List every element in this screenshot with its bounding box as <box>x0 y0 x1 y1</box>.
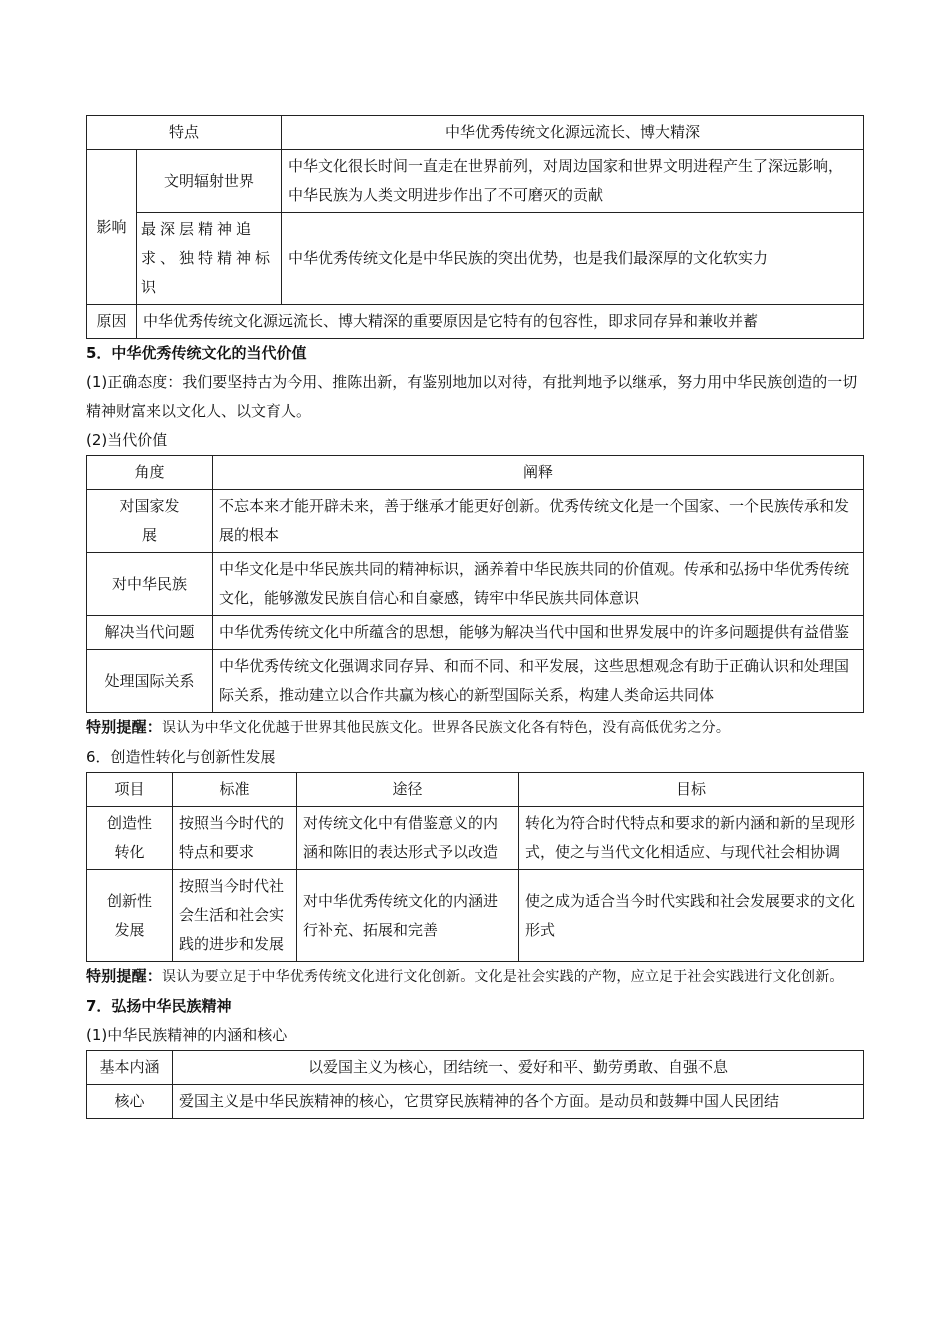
table-cell-goal: 转化为符合时代特点和要求的新内涵和新的呈现形式，使之与当代文化相适应、与现代社会相协调 <box>519 807 864 870</box>
table-cell-label: 基本内涵 <box>87 1051 173 1085</box>
table-header-row <box>87 773 864 807</box>
table-cell-label: 解决当代问题 <box>87 616 213 650</box>
paragraph <box>86 368 864 426</box>
table-row <box>87 305 864 339</box>
table-cell-standard: 按照当今时代社会生活和社会实践的进步和发展 <box>173 870 297 962</box>
reminder-text: 误认为中华文化优越于世界其他民族文化。世界各民族文化各有特色，没有高低优劣之分。 <box>162 720 731 736</box>
subsection-title: (1)中华民族精神的内涵和核心 <box>86 1026 288 1044</box>
table-row <box>87 490 864 553</box>
table-cell-label: 原因 <box>87 305 137 339</box>
table-cell-label: 特点 <box>87 116 282 150</box>
reminder-label: 特别提醒： <box>86 967 163 985</box>
section-title: 6．创造性转化与创新性发展 <box>86 748 276 766</box>
table-cell-value: 中华文化是中华民族共同的精神标识，涵养着中华民族共同的价值观。传承和弘扬中华优秀传统文化，能够激发民族自信心和自豪感，铸牢中华民族共同体意识 <box>213 553 864 616</box>
table-row <box>87 116 864 150</box>
table-header-row <box>87 456 864 490</box>
table-cell-goal: 使之成为适合当今时代实践和社会发展要求的文化形式 <box>519 870 864 962</box>
table-cell-label: 处理国际关系 <box>87 650 213 713</box>
special-reminder <box>86 962 864 992</box>
table-cell-standard: 按照当今时代的特点和要求 <box>173 807 297 870</box>
innovation-table <box>86 772 864 962</box>
table-row <box>87 1085 864 1119</box>
table-cell-label: 对国家发展 <box>87 490 213 553</box>
special-reminder <box>86 713 864 743</box>
table-row <box>87 553 864 616</box>
section-title: 5．中华优秀传统文化的当代价值 <box>86 344 307 362</box>
subsection-title: (2)当代价值 <box>86 431 168 449</box>
table-cell-value: 中华优秀传统文化是中华民族的突出优势，也是我们最深厚的文化软实力 <box>282 213 864 305</box>
table-cell-value: 中华优秀传统文化强调求同存异、和而不同、和平发展，这些思想观念有助于正确认识和处理国际关系，推动建立以合作共赢为核心的新型国际关系，构建人类命运共同体 <box>213 650 864 713</box>
table-cell-value: 以爱国主义为核心，团结统一、爱好和平、勤劳勇敢、自强不息 <box>173 1051 864 1085</box>
table-cell-item: 创造性转化 <box>87 807 173 870</box>
table-row <box>87 150 864 213</box>
table-header: 标准 <box>173 773 297 807</box>
table-header: 途径 <box>297 773 519 807</box>
table-cell-value: 爱国主义是中华民族精神的核心，它贯穿民族精神的各个方面。是动员和鼓舞中国人民团结 <box>173 1085 864 1119</box>
table-header: 项目 <box>87 773 173 807</box>
spirit-table <box>86 1050 864 1119</box>
table-cell-item: 创新性发展 <box>87 870 173 962</box>
table-header: 阐释 <box>213 456 864 490</box>
paragraph-label: (1)正确态度： <box>86 373 183 391</box>
table-row <box>87 870 864 962</box>
influence-table <box>86 115 864 339</box>
table-cell-label: 影响 <box>87 150 137 305</box>
table-cell-value: 中华文化很长时间一直走在世界前列，对周边国家和世界文明进程产生了深远影响，中华民族为人类文明进步作出了不可磨灭的贡献 <box>282 150 864 213</box>
table-cell-value: 中华优秀传统文化源远流长、博大精深 <box>282 116 864 150</box>
table-row <box>87 616 864 650</box>
value-table <box>86 455 864 713</box>
table-row <box>87 807 864 870</box>
section-title: 7．弘扬中华民族精神 <box>86 997 232 1015</box>
table-cell-label: 对中华民族 <box>87 553 213 616</box>
paragraph-text: 我们要坚持古为今用、推陈出新，有鉴别地加以对待，有批判地予以继承，努力用中华民族创造的一切精神财富来以文化人、以文育人。 <box>86 373 858 420</box>
reminder-text: 误认为要立足于中华优秀传统文化进行文化创新。文化是社会实践的产物，应立足于社会实践进行文化创新。 <box>162 969 844 985</box>
table-cell-value: 中华优秀传统文化中所蕴含的思想，能够为解决当代中国和世界发展中的许多问题提供有益借鉴 <box>213 616 864 650</box>
table-cell-path: 对传统文化中有借鉴意义的内涵和陈旧的表达形式予以改造 <box>297 807 519 870</box>
table-cell-value: 不忘本来才能开辟未来，善于继承才能更好创新。优秀传统文化是一个国家、一个民族传承和发展的根本 <box>213 490 864 553</box>
table-cell-path: 对中华优秀传统文化的内涵进行补充、拓展和完善 <box>297 870 519 962</box>
reminder-label: 特别提醒： <box>86 718 163 736</box>
table-cell-label: 文明辐射世界 <box>137 150 282 213</box>
table-header: 角度 <box>87 456 213 490</box>
table-row <box>87 1051 864 1085</box>
table-cell-value: 中华优秀传统文化源远流长、博大精深的重要原因是它特有的包容性，即求同存异和兼收并蓄 <box>137 305 864 339</box>
table-row <box>87 213 864 305</box>
table-row <box>87 650 864 713</box>
table-cell-label: 核心 <box>87 1085 173 1119</box>
table-header: 目标 <box>519 773 864 807</box>
table-cell-label: 最深层精神追求、独特精神标识 <box>137 213 282 305</box>
page-content <box>86 115 864 1119</box>
